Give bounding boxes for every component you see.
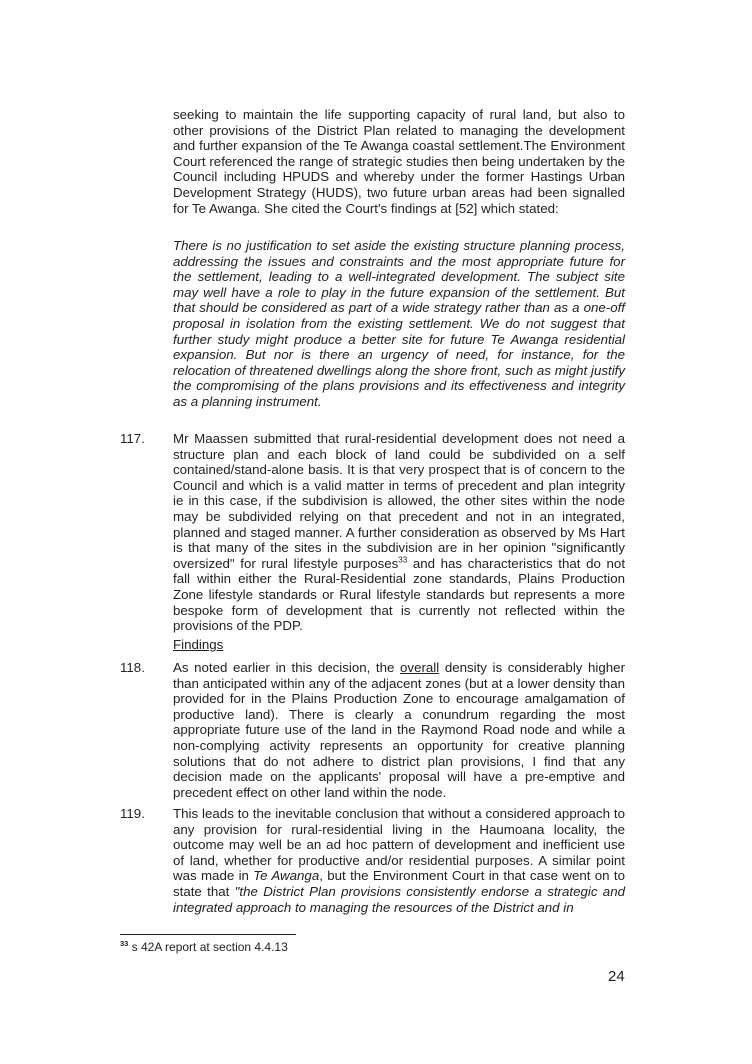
findings-heading: Findings <box>173 637 224 652</box>
paragraph-119-quote: "the District Plan provisions consistently endorse a strategic and integrated approach to managing the resources of the District and in <box>173 883 625 915</box>
paragraph-118-text-a: As noted earlier in this decision, the <box>173 660 401 675</box>
footnote-text: s 42A report at section 4.4.13 <box>128 940 288 954</box>
footnote-marker: 33 <box>120 939 129 948</box>
paragraph-117 <box>173 431 625 634</box>
paragraph-118 <box>173 660 625 800</box>
paragraph-119-text-a: This leads to the inevitable conclusion that without a considered approach to any provision for rural-residential living in the Haumoana locality, the outcome may well be an ad hoc pattern of development and inefficient use of land, whether for productive and/or residential purposes. A similar point was made in <box>173 806 625 884</box>
footnote-reference: 33 <box>398 555 408 565</box>
paragraph-119-text-b: , but the Environment Court in that case went on to state that <box>173 868 625 899</box>
paragraph-118-text-b: density is considerably higher than anticipated within any of the adjacent zones (but at a lower density than provided for in the Plains Production Zone to encourage amalgamation of productive land). There is clearly a conundrum regarding the most appropriate future use of the land in the Raymond Road node and while a non-complying activity represents an opportunity for creative planning solutions that do not adhere to district plan provisions, I find that any decision made on the applicants' proposal will have a pre-emptive and precedent effect on other land within the node. <box>173 660 625 800</box>
paragraph-119 <box>173 806 625 915</box>
paragraph-number-117: 117. <box>120 431 145 446</box>
block-quote: There is no justification to set aside the existing structure planning process, addressing the issues and constraints and the most appropriate future for the settlement, leading to a well-integrated development. The subject site may well have a role to play in the future expansion of the settlement. But that should be considered as part of a wide strategy rather than as a one-off proposal in isolation from the existing settlement. We do not suggest that further study might produce a better site for future Te Awanga residential expansion. But nor is there an urgency of need, for instance, for the relocation of threatened dwellings along the shore front, such as might justify the compromising of the plans provisions and its effectiveness and integrity as a planning instrument. <box>173 238 625 409</box>
paragraph-number-118: 118. <box>120 660 145 675</box>
paragraph-117-text-a: Mr Maassen submitted that rural-residential development does not need a structure plan and each block of land could be subdivided on a self contained/stand-alone basis. It is that very prospect that is of concern to the Council and which is a valid matter in terms of precedent and plan integrity ie in this case, if the subdivision is allowed, the other sites within the node may be subdivided relying on that precedent and not in an integrated, planned and staged manner. A further consideration as observed by Ms Hart is that many of the sites in the subdivision are in her opinion "significantly oversized" for rural lifestyle purposes <box>173 431 625 571</box>
footnote <box>120 940 288 954</box>
case-name-italic: Te Awanga <box>253 868 320 884</box>
underlined-word: overall <box>400 660 440 675</box>
paragraph-intro: seeking to maintain the life supporting capacity of rural land, but also to other provisions of the District Plan related to managing the development and further expansion of the Te Awanga coastal settlement.The Environment Court referenced the range of strategic studies then being undertaken by the Council including HPUDS and whereby under the former Hastings Urban Development Strategy (HUDS), two future urban areas had been signalled for Te Awanga. She cited the Court's findings at [52] which stated: <box>173 107 625 216</box>
footnote-divider <box>120 934 296 935</box>
page-number: 24 <box>608 968 625 985</box>
paragraph-117-text-b: and has characteristics that do not fall within either the Rural-Residential zone standards, Plains Production Zone lifestyle standards or Rural lifestyle standards but represents a more bespoke form of development that is currently not reflected within the provisions of the PDP. <box>173 555 626 634</box>
paragraph-number-119: 119. <box>120 806 145 821</box>
